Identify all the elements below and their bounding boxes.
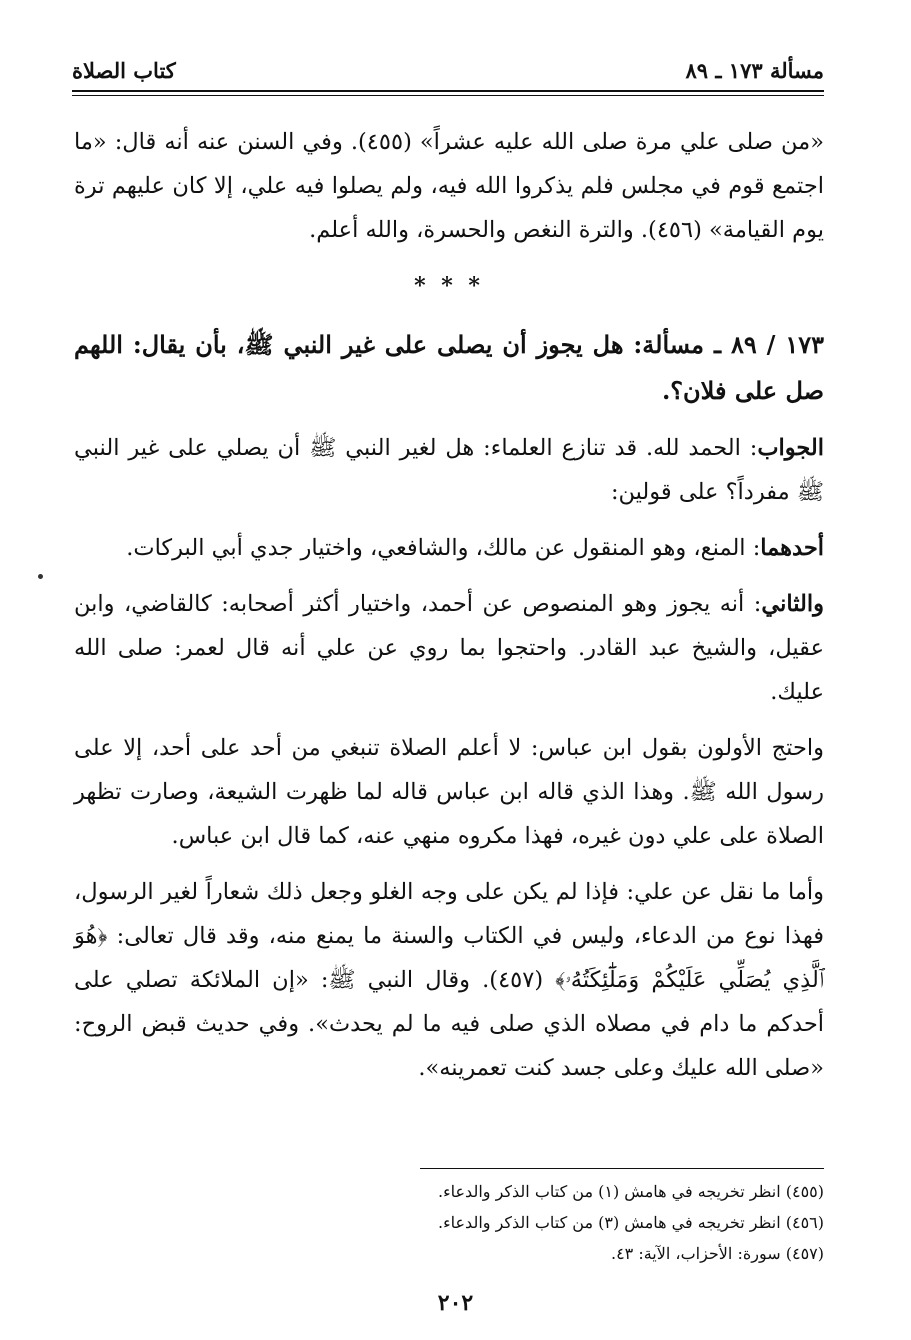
- main-text: [74, 120, 824, 1102]
- footnote-455: (٤٥٥) انظر تخريجه في هامش (١) من كتاب الذكر والدعاء.: [438, 1182, 824, 1201]
- second-opinion-lead: والثاني: [761, 591, 824, 617]
- footnote-456: (٤٥٦) انظر تخريجه في هامش (٣) من كتاب الذكر والدعاء.: [438, 1213, 824, 1232]
- page-number: ٢٠٢: [437, 1290, 474, 1316]
- header-chapter-number: مسألة ١٧٣ ـ ٨٩: [685, 57, 824, 83]
- paragraph-second-opinion: [74, 582, 824, 714]
- question-heading: ١٧٣ / ٨٩ ـ مسألة: هل يجوز أن يصلى على غير النبي ﷺ، بأن يقال: اللهم صل على فلان؟.: [74, 330, 825, 405]
- header-rule-thin: [72, 95, 824, 96]
- first-opinion-text: : المنع، وهو المنقول عن مالك، والشافعي، واختيار جدي أبي البركات.: [126, 535, 761, 561]
- footnote-rule: [420, 1168, 824, 1169]
- running-header: [72, 52, 824, 88]
- answer-text: : الحمد لله. قد تنازع العلماء: هل لغير النبي ﷺ أن يصلي على غير النبي ﷺ مفرداً؟ على قولين:: [74, 435, 824, 505]
- paragraph-ali: وأما ما نقل عن علي: فإذا لم يكن على وجه الغلو وجعل ذلك شعاراً لغير الرسول، فهذا نوع من الدعاء، وليس في الكتاب والسنة ما يمنع منه، وقد قال تعالى: ﴿هُوَ ٱلَّذِي يُصَلِّي عَلَيْكُمْ وَمَلَٰٓئِكَتُهُۥ﴾ (٤٥٧). وقال النبي ﷺ: «إن الملائكة تصلي على أحدكم ما دام في مصلاه الذي صلى فيه ما لم يحدث». وفي حديث قبض الروح: «صلى الله عليك وعلى جسد كنت تعمرينه».: [74, 879, 824, 1081]
- section-separator: * * *: [414, 273, 484, 299]
- footnote-457: (٤٥٧) سورة: الأحزاب، الآية: ٤٣.: [610, 1244, 824, 1263]
- paragraph-answer: [74, 426, 824, 514]
- header-book-title: كتاب الصلاة: [72, 57, 176, 83]
- header-rule-thick: [72, 90, 824, 92]
- answer-lead: الجواب: [757, 435, 824, 461]
- second-opinion-text: : أنه يجوز وهو المنصوص عن أحمد، واختيار أكثر أصحابه: كالقاضي، وابن عقيل، والشيخ عبد القادر. واحتجوا بما روي عن علي أنه قال لعمر: صلى الله عليك.: [74, 591, 824, 705]
- paragraph-first-opinion: [74, 526, 824, 570]
- paragraph-ibn-abbas: واحتج الأولون بقول ابن عباس: لا أعلم الصلاة تنبغي من أحد على أحد، إلا على رسول الله ﷺ. وهذا الذي قاله ابن عباس قاله لما ظهرت الشيعة، وصارت تظهر الصلاة على علي دون غيره، فهذا مكروه منهي عنه، كما قال ابن عباس.: [74, 735, 824, 849]
- margin-mark: [38, 574, 43, 579]
- footnotes: [300, 1176, 824, 1269]
- paragraph-intro: «من صلى علي مرة صلى الله عليه عشراً» (٤٥٥). وفي السنن عنه أنه قال: «ما اجتمع قوم في مجلس فلم يذكروا الله فيه، ولم يصلوا فيه علي، إلا كان عليهم ترة يوم القيامة» (٤٥٦). والترة النغص والحسرة، والله أعلم.: [74, 129, 824, 243]
- first-opinion-lead: أحدهما: [760, 535, 824, 561]
